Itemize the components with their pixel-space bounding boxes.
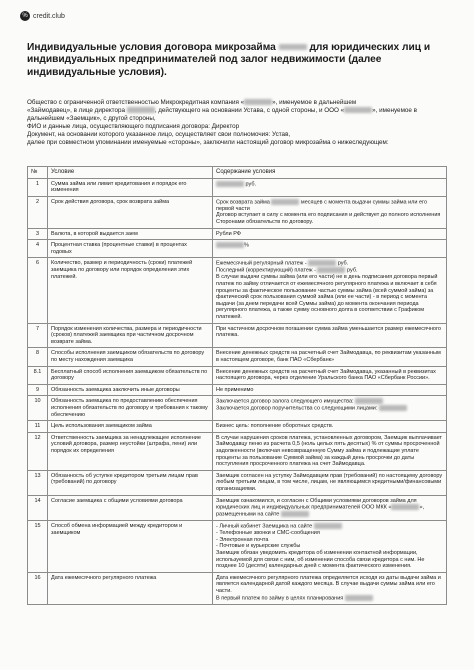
table-row [28,178,447,196]
preamble-line: «Займодавец», в лице директора , действующего на основании Устава, с одной стороны, и ООО « », именуемое в дальнейшем «Заемщик», с другой стороны, [27,107,417,123]
row-number: 10 [28,396,48,421]
preamble [27,99,445,147]
row-condition: Бесплатный способ исполнения заемщиком обязательств по договору [48,366,213,384]
row-condition: Цель использования заемщиком займа [48,421,213,433]
brand-logo-icon: % [20,11,30,21]
row-condition: Обязанность заемщика заключить иные договоры [48,384,213,396]
row-number: 3 [28,228,48,240]
redaction-mark [379,405,407,411]
row-number: 12 [28,432,48,470]
table-row [28,495,447,521]
redaction-mark [314,523,342,529]
row-number: 8 [28,348,48,366]
table-row [28,432,447,470]
row-content: Заемщик ознакомился, и согласен с Общими условиями договоров займа для юридических лиц и индивидуальных предпринимателей ООО МКК « », размещенными на сайте [213,495,447,521]
row-content: Заключается договор залога следующего имущества: Заключается договор поручительства со следующими лицами: [213,396,447,421]
document-title: Индивидуальные условия договора микрозайма для юридических лиц и индивидуальных предпринимателей под залог недвижимости (далее индивидуальные условия). [27,42,431,78]
table-row [28,470,447,495]
row-number: 15 [28,521,48,573]
row-content: Дата ежемесячного регулярного платежа определяется исходя из даты выдачи займа и является календарной датой каждого месяца. В случае выдачи суммы займа или его части. В первый платеж по займу в целях планирования [213,572,447,604]
row-condition: Срок действия договора, срок возврата займа [48,196,213,228]
row-content: руб. [213,178,447,196]
row-number: 8.1 [28,366,48,384]
redaction-mark [344,107,372,113]
table-row [28,348,447,366]
row-content: Рубли РФ [213,228,447,240]
conditions-table [27,166,447,605]
table-header-row [28,167,447,179]
table-row [28,521,447,573]
redaction-mark [281,511,309,517]
header-number: № [28,167,48,179]
redaction-mark [127,107,155,113]
brand-name: credit.club [33,12,65,20]
row-content: Не применимо [213,384,447,396]
row-content: - Личный кабинет Заемщика на сайте - Телефонные звонки и СМС-сообщения - Электронная почта - Почтовые и курьерские службы Заемщик обязан уведомить кредитора об изменении контактной информации, используемой для связи с ним, об изменении способа связи кредитора с ним. Не позднее 10 (десяти) календарных дней с момента фактического изменения. [213,521,447,573]
table-row [28,366,447,384]
row-condition: Ответственность заемщика за ненадлежащее исполнение условий договора, размер неустойки (штрафа, пени) или порядок их определения [48,432,213,470]
row-condition: Обязанность об уступке кредитором третьим лицам прав (требований) по договору [48,470,213,495]
table-row [28,240,447,258]
row-condition: Обязанность заемщика по предоставлению обеспечения исполнения обязательств по договору и требования к такому обеспечению [48,396,213,421]
preamble-line: Общество с ограниченной ответственностью Микрокредитная компания « », именуемое в дальнейшем [27,99,357,106]
row-content: В случае нарушения сроков платежа, установленных договором, Заемщик выплачивает Займодавцу пеню из расчета 0,5 (ноль целых пять десятых) % от суммы просроченной задолженности (включая невозвращенную Сумму займа и подлежащие уплате проценты за пользование Суммой займа) за каждый день просрочки до даты поступления просроченного платежа на счет Займодавца. [213,432,447,470]
redaction-mark [391,504,419,510]
preamble-line: Документ, на основании которого указанное лицо, осуществляет свои полномочия: Устав, [27,131,291,139]
redaction-mark [216,181,244,187]
header-content: Содержание условия [213,167,447,179]
redaction-mark [216,242,244,248]
header-condition: Условие [48,167,213,179]
table-row [28,323,447,348]
row-number: 16 [28,572,48,604]
row-number: 14 [28,495,48,521]
row-content: % [213,240,447,258]
row-number: 9 [28,384,48,396]
redaction-mark [317,267,345,273]
row-number: 4 [28,240,48,258]
table-row [28,258,447,323]
row-condition: Дата ежемесячного регулярного платежа [48,572,213,604]
table-row [28,384,447,396]
row-content: Бизнес цель: пополнение оборотных средств. [213,421,447,433]
table-row [28,572,447,604]
row-content: Ежемесячный регулярный платеж - руб. Последний (корректирующий) платеж - руб. В случае выдачи суммы займа (или его части) не в день подписания договора первый платеж по займу отличается от ежемесячного регулярного платежа и включает в себя проценты за фактическое пользование частью суммы займа (всей суммой займа) за фактический срок пользования суммой займа (или ее части) - в период с момента выдачи (за днем передачи всей Суммы займа) до момента окончания периода регулярного платежа, а также сумму основного долга в соответствии с Графиком платежей. [213,258,447,323]
preamble-line: далее при совместном упоминании именуемые «стороны», заключили настоящий договор микрозайма о нижеследующем: [27,139,389,147]
table-row [28,228,447,240]
row-number: 6 [28,258,48,323]
row-content: Заемщик согласен на уступку Займодавцем прав (требований) по настоящему договору любым третьим лицам, в том числе, лицам, не являющимся кредитными/финансовыми организациями. [213,470,447,495]
row-condition: Процентная ставка (процентные ставки) в процентах годовых [48,240,213,258]
table-row [28,396,447,421]
redaction-mark [244,99,272,105]
preamble-line: ФИО и данные лица, осуществляющего подписания договора: Директор [27,123,240,131]
row-condition: Согласие заемщика с общими условиями договора [48,495,213,521]
row-content: Внесение денежных средств на расчетный счет Займодавца, указанный в реквизитах настоящего договора, через отделение Уральского банка ПАО «Сбербанк России». [213,366,447,384]
row-number: 11 [28,421,48,433]
row-content: Срок возврата займа месяцев с момента выдачи суммы займа или его первой части Договор вступает в силу с момента его подписания и действует до полного исполнения Сторонами обязательств по договору. [213,196,447,228]
row-condition: Количество, размер и периодичность (сроки) платежей заемщика по договору или порядок определения этих платежей. [48,258,213,323]
row-condition: Способы исполнения заемщиком обязательств по договору по месту нахождения заемщика [48,348,213,366]
table-row [28,196,447,228]
redaction-mark [279,44,307,50]
row-condition: Валюта, в которой выдается заем [48,228,213,240]
brand-logo [20,11,65,21]
row-content: Внесение денежных средств на расчетный счет Займодавца, по реквизитам указанным в настоящем договоре, банк ПАО «Сбербанк» [213,348,447,366]
table-row [28,421,447,433]
row-number: 7 [28,323,48,348]
redaction-mark [271,199,299,205]
row-number: 2 [28,196,48,228]
redaction-mark [355,398,383,404]
row-condition: Сумма займа или лимит кредитования и порядок его изменения [48,178,213,196]
redaction-mark [308,260,336,266]
row-condition: Способ обмена информацией между кредитором и заемщиком [48,521,213,573]
row-number: 1 [28,178,48,196]
redaction-mark [345,595,373,601]
row-condition: Порядок изменения количества, размера и периодичности (сроков) платежей заемщика при частичном досрочном возврате займа. [48,323,213,348]
row-number: 13 [28,470,48,495]
row-content: При частичном досрочном погашении сумма займа уменьшается размер ежемесячного платежа. [213,323,447,348]
